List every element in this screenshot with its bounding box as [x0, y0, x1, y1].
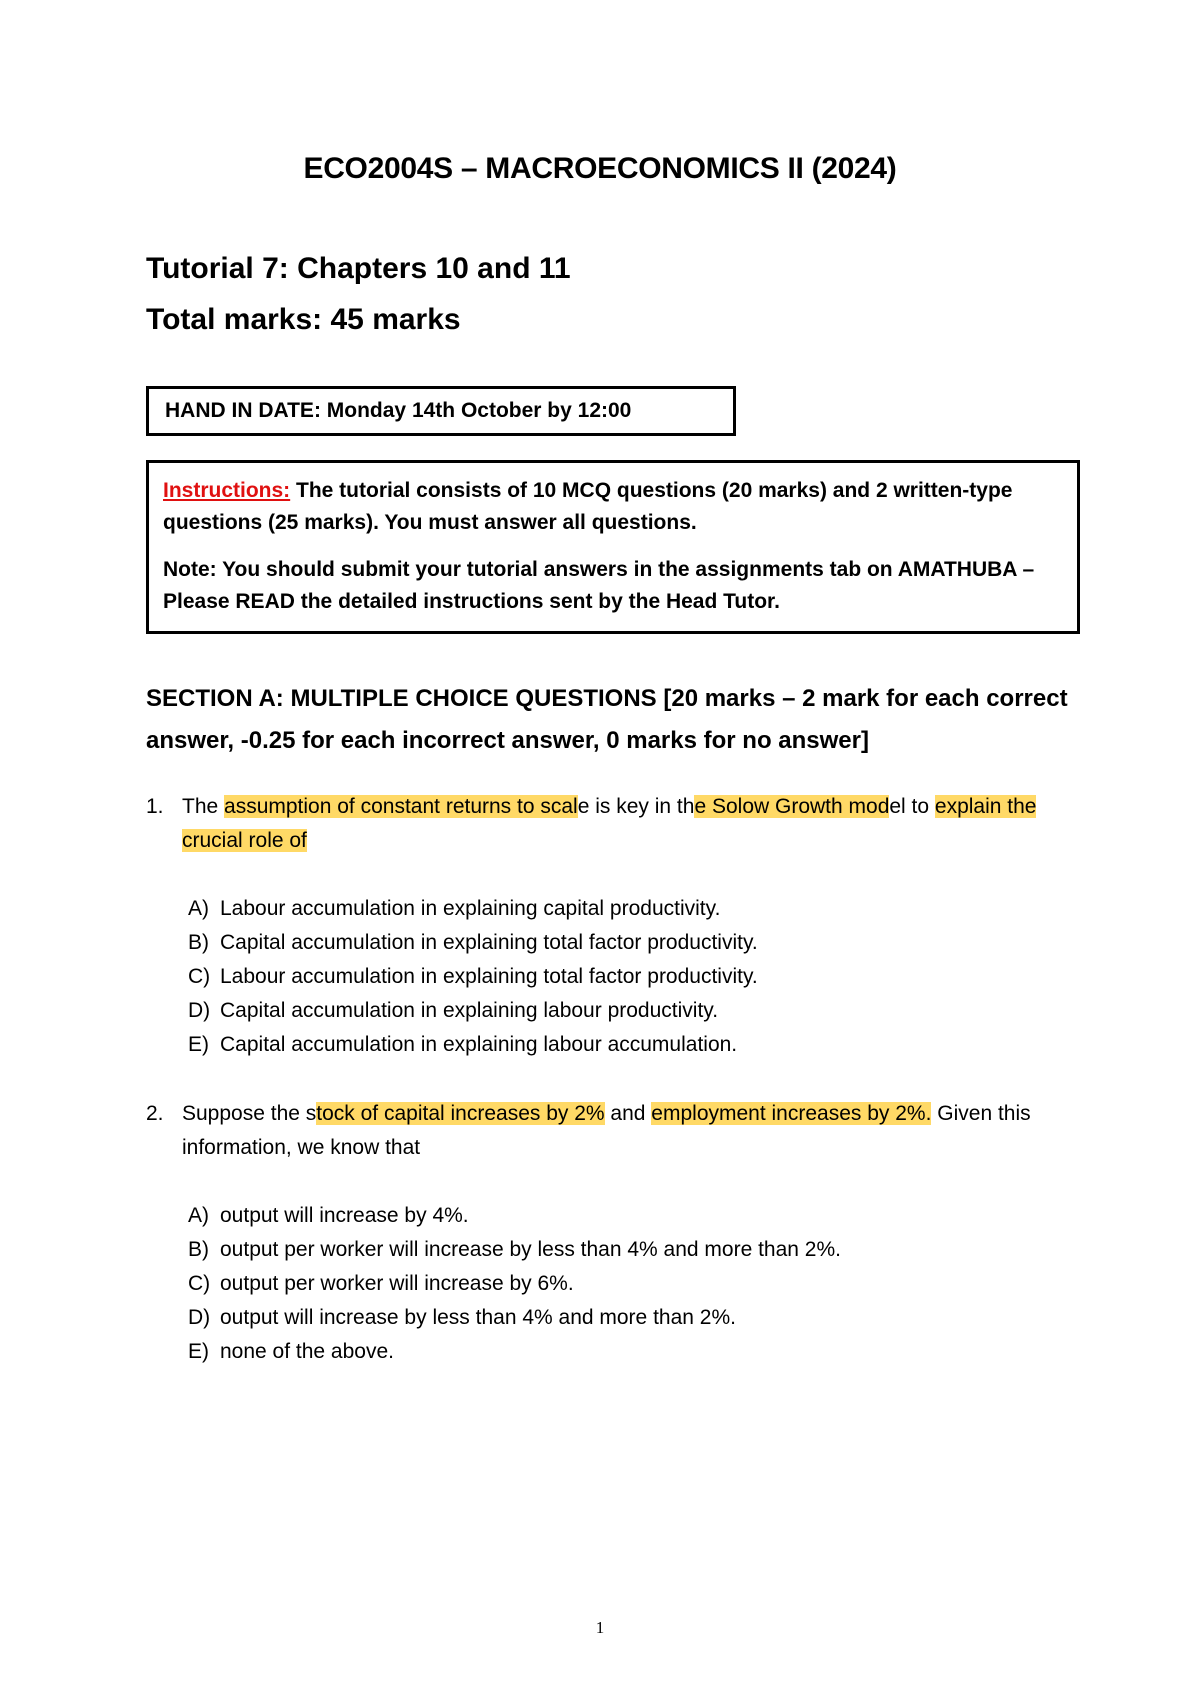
option-text: Capital accumulation in explaining labour productivity. — [220, 999, 719, 1022]
question-1 — [146, 790, 1076, 858]
hand-in-box — [146, 386, 736, 436]
stem-highlight: tock of capital increases by 2% — [316, 1102, 605, 1125]
option-text: Capital accumulation in explaining total factor productivity. — [220, 931, 758, 954]
tutorial-title: Tutorial 7: Chapters 10 and 11 — [146, 252, 571, 285]
option-text: Labour accumulation in explaining capital productivity. — [220, 897, 721, 920]
option-text: output will increase by less than 4% and more than 2%. — [220, 1306, 736, 1329]
stem-text: and — [604, 1102, 652, 1125]
option-letter: C) — [188, 965, 211, 988]
option-letter: B) — [188, 1238, 209, 1261]
question-2 — [146, 1097, 1076, 1165]
option-1a — [188, 897, 720, 921]
option-letter: E) — [188, 1033, 209, 1056]
option-2d — [188, 1306, 736, 1330]
option-text: none of the above. — [220, 1340, 394, 1363]
stem-highlight: explain the crucial role of — [182, 795, 1037, 852]
option-text: output per worker will increase by 6%. — [220, 1272, 574, 1295]
option-2a — [188, 1204, 469, 1228]
option-1c — [188, 965, 758, 989]
question-stem — [182, 790, 1076, 858]
option-letter: D) — [188, 999, 211, 1022]
stem-text: e is key in th — [577, 795, 695, 818]
question-stem — [182, 1097, 1076, 1165]
course-title: ECO2004S – MACROECONOMICS II (2024) — [303, 152, 897, 185]
option-2c — [188, 1272, 574, 1296]
instructions-box — [146, 460, 1080, 634]
stem-highlight: e Solow Growth mod — [694, 795, 890, 818]
instructions-paragraph — [163, 475, 1063, 539]
option-letter: E) — [188, 1340, 209, 1363]
option-text: Labour accumulation in explaining total factor productivity. — [220, 965, 758, 988]
stem-highlight: employment increases by 2%. — [651, 1102, 932, 1125]
question-number: 1. — [146, 795, 164, 818]
hand-in-value: Monday 14th October by 12:00 — [320, 399, 632, 422]
option-text: Capital accumulation in explaining labour accumulation. — [220, 1033, 738, 1056]
option-text: output will increase by 4%. — [220, 1204, 469, 1227]
option-2b — [188, 1238, 841, 1262]
option-1b — [188, 931, 758, 955]
question-number: 2. — [146, 1102, 164, 1125]
hand-in-label: HAND IN DATE: — [165, 399, 321, 422]
instructions-label: Instructions: — [163, 479, 291, 502]
stem-highlight: assumption of constant returns to scal — [224, 795, 578, 818]
option-1d — [188, 999, 718, 1023]
page-number: 1 — [595, 1618, 605, 1637]
instructions-note: Note: You should submit your tutorial answers in the assignments tab on AMATHUBA – Please READ the detailed instructions sent by the Head Tutor. — [163, 558, 1035, 613]
option-text: output per worker will increase by less than 4% and more than 2%. — [220, 1238, 841, 1261]
option-1e — [188, 1033, 737, 1057]
option-letter: A) — [188, 1204, 209, 1227]
option-letter: A) — [188, 897, 209, 920]
section-a-title: SECTION A: MULTIPLE CHOICE QUESTIONS [20 marks – 2 mark for each correct answer, -0.25 for each incorrect answer, 0 marks for no answer] — [146, 685, 1068, 754]
stem-text: Suppose the s — [182, 1102, 317, 1125]
option-letter: B) — [188, 931, 209, 954]
stem-text: Given this information, we know that — [182, 1102, 1031, 1159]
option-letter: D) — [188, 1306, 211, 1329]
stem-text: The — [182, 795, 225, 818]
instructions-text: The tutorial consists of 10 MCQ questions (20 marks) and 2 written-type questions (25 marks). You must answer all questions. — [163, 479, 1013, 534]
total-marks: Total marks: 45 marks — [146, 303, 461, 336]
option-letter: C) — [188, 1272, 211, 1295]
stem-text: el to — [889, 795, 935, 818]
option-2e — [188, 1340, 394, 1364]
